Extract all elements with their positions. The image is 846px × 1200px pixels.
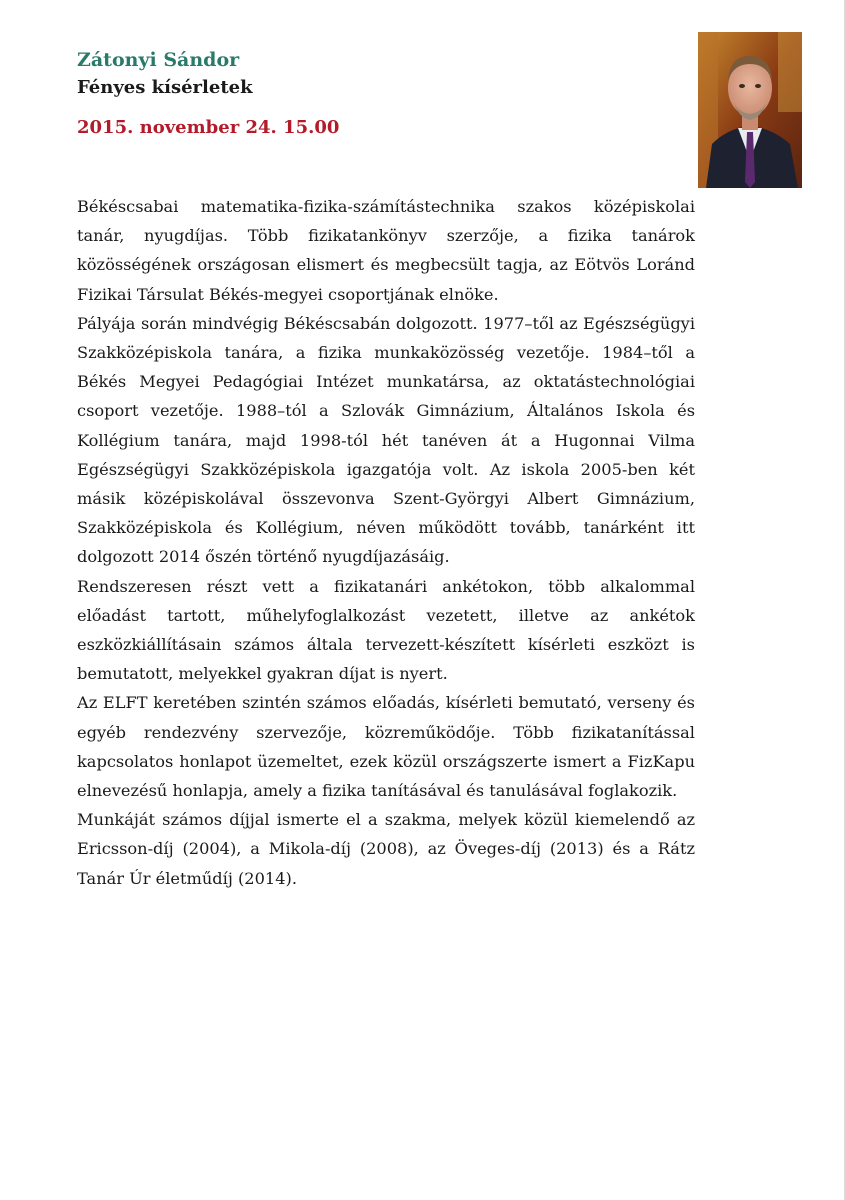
biography-paragraph: Pályája során mindvégig Békéscsabán dolgozott. 1977–től az Egészségügyi Szakközépiskola tanára, a fizika munkaközösség vezetője. 1984–től a Békés Megyei Pedagógiai Intézet munkatársa, az oktatástechnológiai csoport vezetője. 1988–tól a Szlovák Gimnázium, Általános Iskola és Kollégium tanára, majd 1998-tól hét tanéven át a Hugonnai Vilma Egészségügyi Szakközépiskola igazgatója volt. Az iskola 2005-ben két másik középiskolával összevonva Szent-Györgyi Albert Gimnázium, Szakközépiskola és Kollégium, néven működött tovább, tanárként itt dolgozott 2014 őszén történő nyugdíjazásáig. bbox=[77, 313, 695, 567]
lecture-title: Fényes kísérletek bbox=[77, 77, 253, 98]
biography-paragraph: Békéscsabai matematika-fizika-számítástechnika szakos középiskolai tanár, nyugdíjas. Több fizikatankönyv szerzője, a fizika tanárok közösségének országosan elismert és megbecsült tagja, az Eötvös Loránd Fizikai Társulat Békés-megyei csoportjának elnöke. bbox=[77, 197, 695, 304]
lecture-date: 2015. november 24. 15.00 bbox=[77, 117, 340, 138]
biography-paragraph: Az ELFT keretében szintén számos előadás, kísérleti bemutató, verseny és egyéb rendezvény szervezője, közreműködője. Több fizikatanítással kapcsolatos honlapot üzemeltet, ezek közül országszerte ismert a FizKapu elnevezésű honlapja, amely a fizika tanításával és tanulásával foglakozik. bbox=[77, 693, 695, 801]
biography-paragraph: Munkáját számos díjjal ismerte el a szakma, melyek közül kiemelendő az Ericsson-díj (2004), a Mikola-díj (2008), az Öveges-díj (2013) és a Rátz Tanár Úr életműdíj (2014). bbox=[77, 810, 695, 888]
biography-text bbox=[77, 192, 695, 893]
speaker-name: Zátonyi Sándor bbox=[77, 49, 240, 71]
header bbox=[77, 46, 339, 142]
biography-paragraph: Rendszeresen részt vett a fizikatanári ankétokon, több alkalommal előadást tartott, műhelyfoglalkozást vezetett, illetve az ankétok eszközkiállításain számos általa tervezett-készített kísérleti eszközt is bemutatott, melyekkel gyakran díjat is nyert. bbox=[77, 576, 695, 684]
speaker-portrait-photo bbox=[698, 32, 802, 188]
